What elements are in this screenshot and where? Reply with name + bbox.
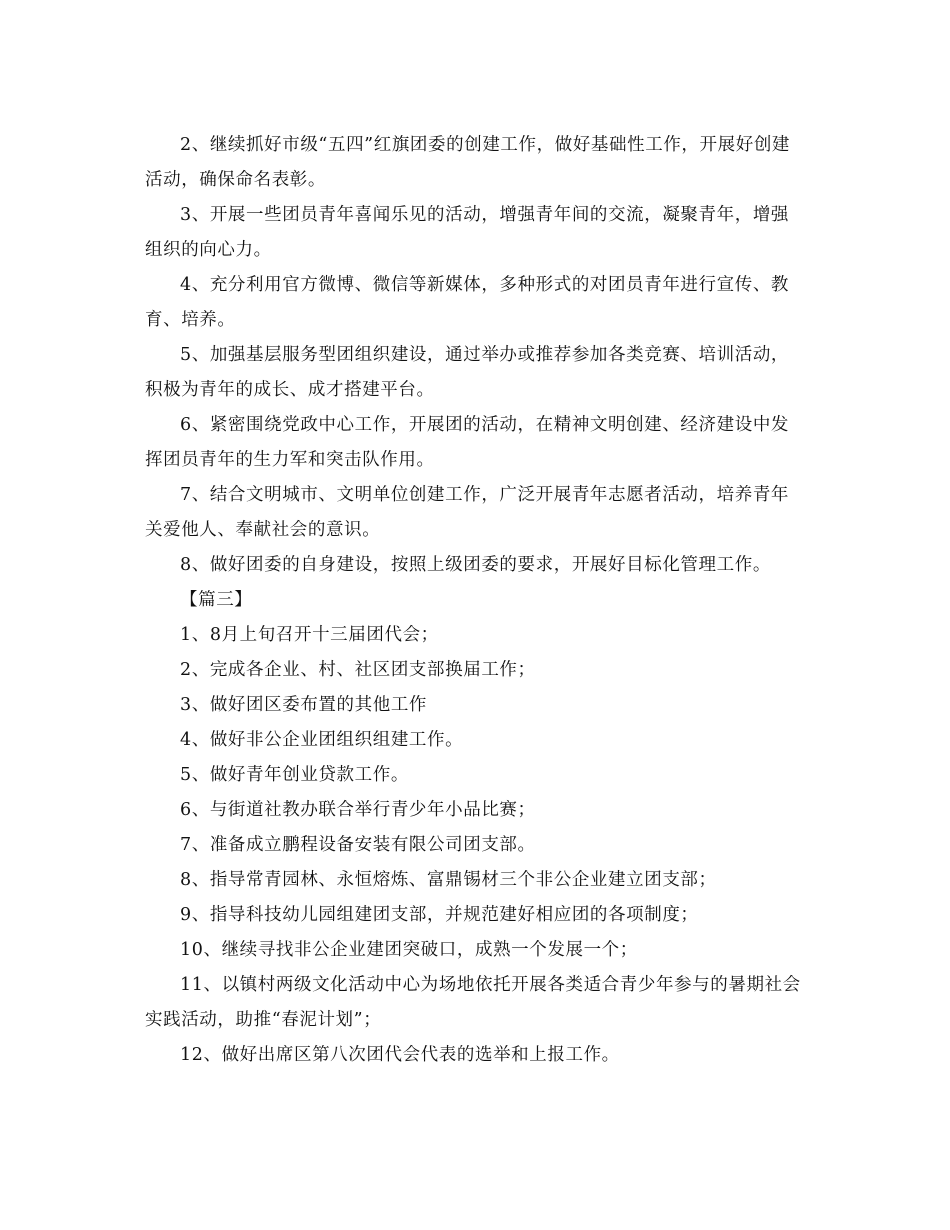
list-item-10: 10、继续寻找非公企业建团突破口，成熟一个发展一个； xyxy=(180,940,638,960)
list-item-11: 11、以镇村两级文化活动中心为场地依托开展各类适合青少年参与的暑期社会实践活动，助推“春泥计划”； xyxy=(145,975,801,1030)
list-item-1: 1、8月上旬召开十三届团代会； xyxy=(180,625,439,645)
list-item-7: 7、准备成立鹏程设备安装有限公司团支部。 xyxy=(180,835,536,855)
section-heading: 【篇三】 xyxy=(180,590,253,610)
paragraph-item-7: 7、结合文明城市、文明单位创建工作，广泛开展青年志愿者活动，培养青年关爱他人、奉献社会的意识。 xyxy=(145,485,790,540)
list-item-5: 5、做好青年创业贷款工作。 xyxy=(180,765,409,785)
paragraph-item-4: 4、充分利用官方微博、微信等新媒体，多种形式的对团员青年进行宣传、教育、培养。 xyxy=(145,275,790,330)
paragraph-item-5: 5、加强基层服务型团组织建设，通过举办或推荐参加各类竞赛、培训活动，积极为青年的成长、成才搭建平台。 xyxy=(145,345,790,400)
document-body xyxy=(145,128,807,1073)
list-item-8: 8、指导常青园林、永恒熔炼、富鼎锡材三个非公企业建立团支部； xyxy=(180,870,717,890)
list-item-4: 4、做好非公企业团组织组建工作。 xyxy=(180,730,464,750)
list-item-9: 9、指导科技幼儿园组建团支部，并规范建好相应团的各项制度； xyxy=(180,905,699,925)
paragraph-item-2: 2、继续抓好市级“五四”红旗团委的创建工作，做好基础性工作，开展好创建活动，确保命名表彰。 xyxy=(145,135,791,190)
paragraph-item-6: 6、紧密围绕党政中心工作，开展团的活动，在精神文明创建、经济建设中发挥团员青年的生力军和突击队作用。 xyxy=(145,415,790,470)
list-item-12: 12、做好出席区第八次团代会代表的选举和上报工作。 xyxy=(180,1045,620,1065)
list-item-2: 2、完成各企业、村、社区团支部换届工作； xyxy=(180,660,536,680)
list-item-6: 6、与街道社教办联合举行青少年小品比赛； xyxy=(180,800,536,820)
paragraph-item-8: 8、做好团委的自身建设，按照上级团委的要求，开展好目标化管理工作。 xyxy=(180,555,771,575)
list-item-3: 3、做好团区委布置的其他工作 xyxy=(180,695,428,715)
paragraph-item-3: 3、开展一些团员青年喜闻乐见的活动，增强青年间的交流，凝聚青年，增强组织的向心力。 xyxy=(145,205,790,260)
